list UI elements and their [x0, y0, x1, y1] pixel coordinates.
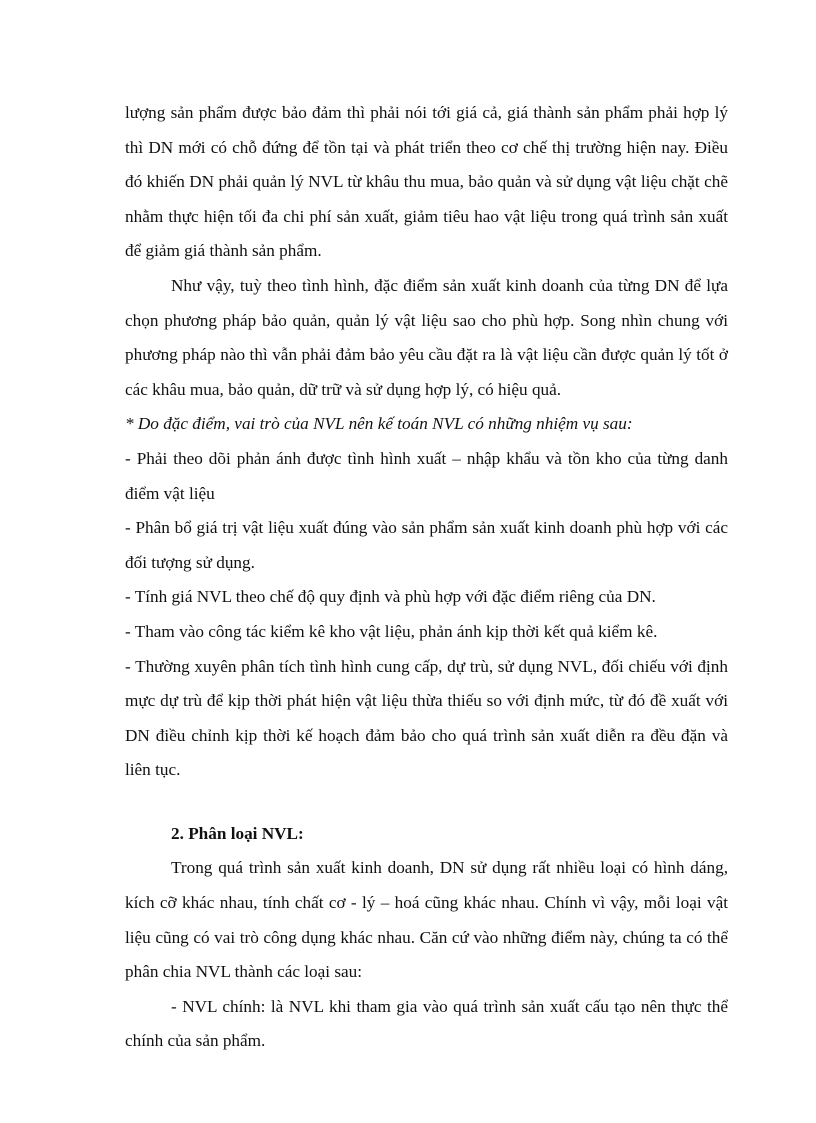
document-page: [125, 96, 728, 1059]
task-item-tracking: - Phải theo dõi phản ánh được tình hình xuất – nhập khẩu và tồn kho của từng danh điểm vật liệu: [125, 448, 728, 503]
task-item-allocation: - Phân bổ giá trị vật liệu xuất đúng vào sản phẩm sản xuất kinh doanh phù hợp với các đối tượng sử dụng.: [125, 518, 728, 572]
paragraph-classification-intro: Trong quá trình sản xuất kinh doanh, DN sử dụng rất nhiều loại có hình dáng, kích cỡ khác nhau, tính chất cơ - lý – hoá cũng khác nhau. Chính vì vậy, mỗi loại vật liệu cũng có vai trò công dụng khác nhau. Căn cứ vào những điểm này, chúng ta có thể phân chia NVL thành các loại sau:: [125, 858, 728, 982]
task-item-inventory-check: - Tham vào công tác kiểm kê kho vật liệu, phản ánh kịp thời kết quả kiểm kê.: [125, 621, 658, 641]
task-item-analysis: - Thường xuyên phân tích tình hình cung cấp, dự trù, sử dụng NVL, đối chiếu với định mực dự trù để kịp thời phát hiện vật liệu thừa thiếu so với định mức, từ đó đề xuất với DN điều chỉnh kịp thời kế hoạch đảm bảo cho quá trình sản xuất diễn ra đều đặn và liên tục.: [125, 656, 728, 780]
accounting-tasks-intro: * Do đặc điểm, vai trò của NVL nên kế toán NVL có những nhiệm vụ sau:: [125, 414, 633, 434]
task-item-pricing: - Tính giá NVL theo chế độ quy định và phù hợp với đặc điểm riêng của DN.: [125, 587, 656, 607]
section-heading-classification: 2. Phân loại NVL:: [171, 823, 304, 843]
paragraph-cost-management: lượng sản phẩm được bảo đảm thì phải nói tới giá cả, giá thành sản phẩm phải hợp lý thì DN mới có chỗ đứng để tồn tại và phát triển theo cơ chế thị trường hiện nay. Điều đó khiến DN phải quản lý NVL từ khâu thu mua, bảo quản và sử dụng vật liệu chặt chẽ nhằm thực hiện tối đa chi phí sản xuất, giảm tiêu hao vật liệu trong quá trình sản xuất để giảm giá thành sản phẩm.: [125, 103, 728, 261]
paragraph-main-material: - NVL chính: là NVL khi tham gia vào quá trình sản xuất cấu tạo nên thực thể chính của sản phẩm.: [125, 996, 728, 1051]
paragraph-preservation-methods: Như vậy, tuỳ theo tình hình, đặc điểm sản xuất kinh doanh của từng DN để lựa chọn phương pháp bảo quản, quản lý vật liệu sao cho phù hợp. Song nhìn chung với phương pháp nào thì vẫn phải đảm bảo yêu cầu đặt ra là vật liệu cần được quản lý tốt ở các khâu mua, bảo quản, dữ trữ và sử dụng hợp lý, có hiệu quả.: [125, 275, 728, 399]
